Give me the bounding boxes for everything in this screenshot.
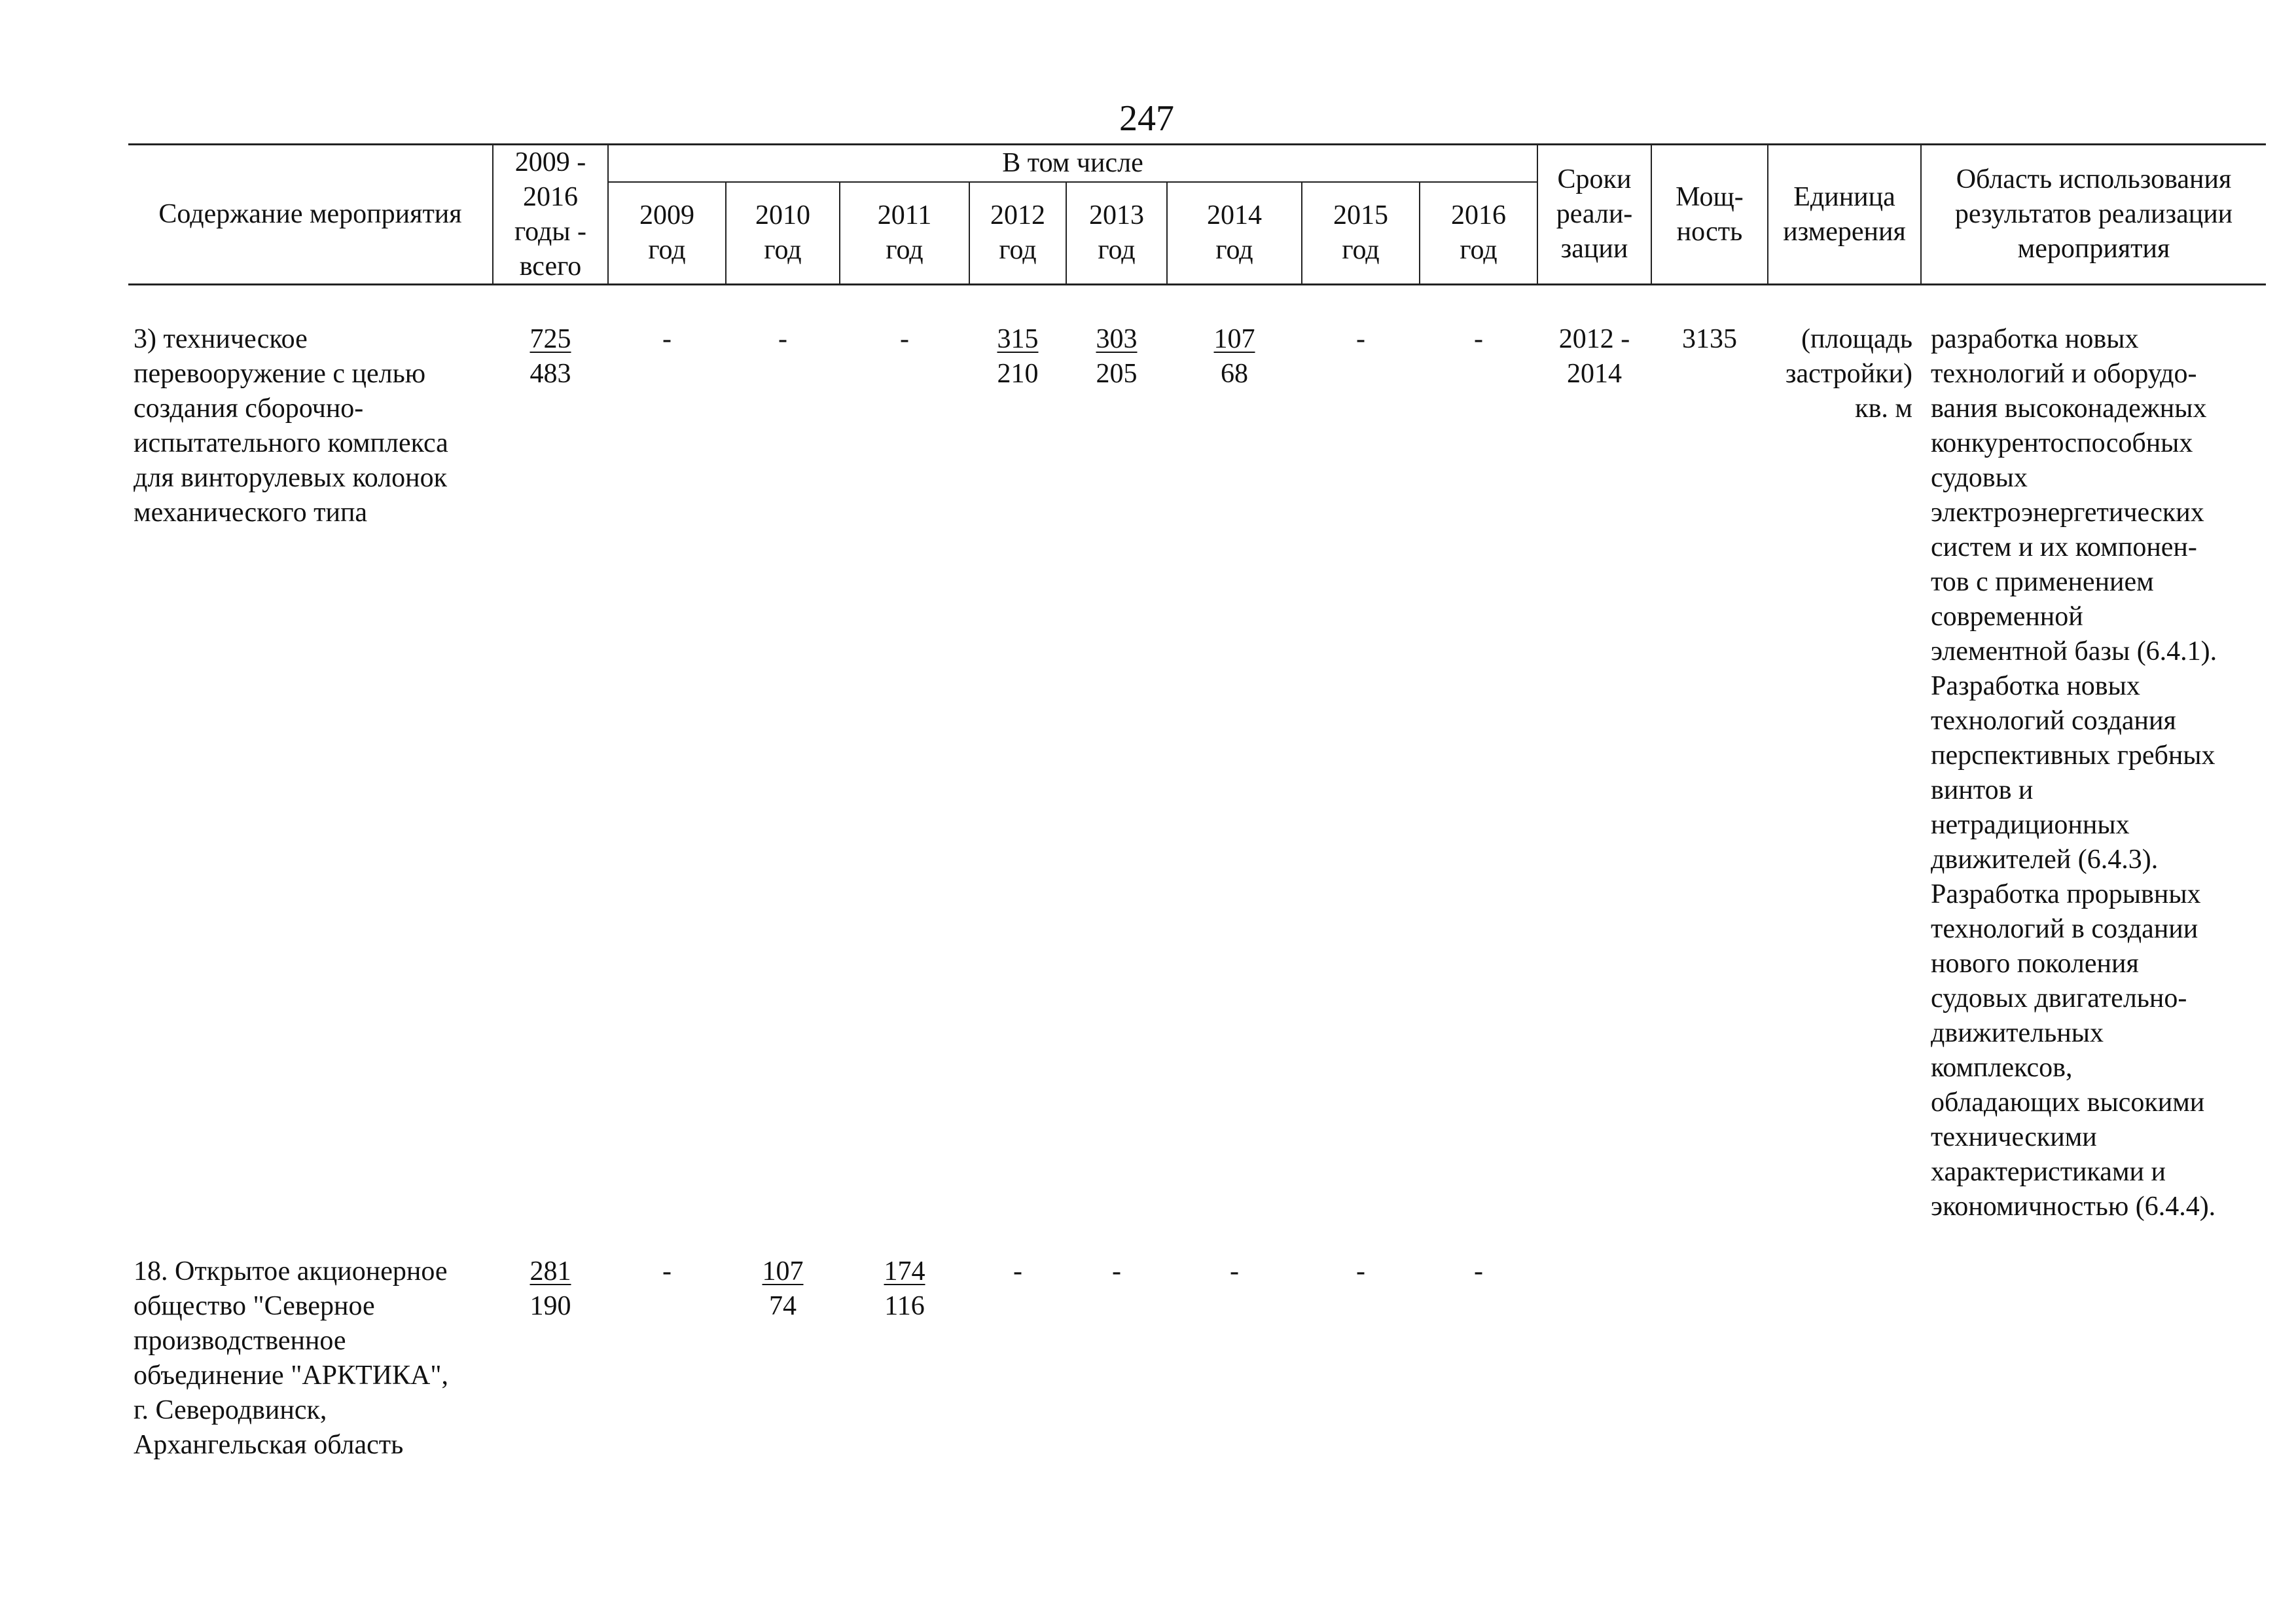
row2-total: 281 190 [529,1256,571,1321]
row1-year-2011: - [900,324,909,354]
header-year-2015: 2015 год [1333,200,1388,265]
row1-year-2012: 315 210 [997,324,1039,389]
row1-total: 725 483 [529,324,571,389]
page-number: 247 [1119,98,1174,139]
row2-year-2009: - [662,1256,672,1286]
row1-year-2014: 107 68 [1213,324,1255,389]
row2-content: 18. Открытое акционерное общество "Северное производственное объединение "АРКТИКА", г. Северодвинск, Архангельская область [134,1256,449,1460]
header-including: В том числе [1002,148,1143,178]
header-unit: Единица измерения [1783,181,1906,247]
header-year-2012: 2012 год [990,200,1045,265]
header-year-2016: 2016 год [1451,200,1506,265]
header-year-2013: 2013 год [1089,200,1144,265]
header-area: Область использования результатов реализации мероприятия [1954,164,2233,264]
row1-terms: 2012 - 2014 [1558,324,1630,389]
row2-year-2013: - [1112,1256,1121,1286]
row1-year-2010: - [778,324,787,354]
row1-capacity: 3135 [1682,324,1737,354]
header-total: 2009 - 2016 годы - всего [514,147,587,282]
row1-area: разработка новых технологий и оборудо- вания высоконадежных конкурентоспособных судовых электроэнергетических систем и их компонен- тов с применением современной элементной базы (6.4.1). Разработка новых технологий создания перспективных гребных винтов и нетрадиционных движителей (6.4.3). Разработка прорывных технологий в создании нового поколения судовых двигательно- движительных комплексов, обладающих высокими техническими характеристиками и экономичностью (6.4.4). [1931,324,2217,1222]
header-year-2009: 2009 год [639,200,694,265]
header-terms: Сроки реали- зации [1556,164,1633,264]
row1-year-2009: - [662,324,672,354]
header-year-2011: 2011 год [877,200,932,265]
header-capacity: Мощ- ность [1676,181,1744,247]
row1-year-2015: - [1356,324,1365,354]
row2-year-2011: 174 116 [884,1256,925,1321]
row2-year-2014: - [1230,1256,1239,1286]
header-year-2014: 2014 год [1207,200,1262,265]
row1-year-2013: 303 205 [1096,324,1138,389]
row1-year-2016: - [1474,324,1483,354]
row2-year-2010: 107 74 [762,1256,804,1321]
header-content: Содержание мероприятия [158,199,462,229]
row2-year-2012: - [1013,1256,1022,1286]
row2-year-2016: - [1474,1256,1483,1286]
header-year-2010: 2010 год [755,200,810,265]
header-bottom-rule [128,283,2266,285]
row1-content: 3) техническое перевооружение с целью создания сборочно- испытательного комплекса для винторулевых колонок механического типа [134,324,448,528]
row1-unit: (площадь застройки) кв. м [1785,324,1912,424]
row2-year-2015: - [1356,1256,1365,1286]
